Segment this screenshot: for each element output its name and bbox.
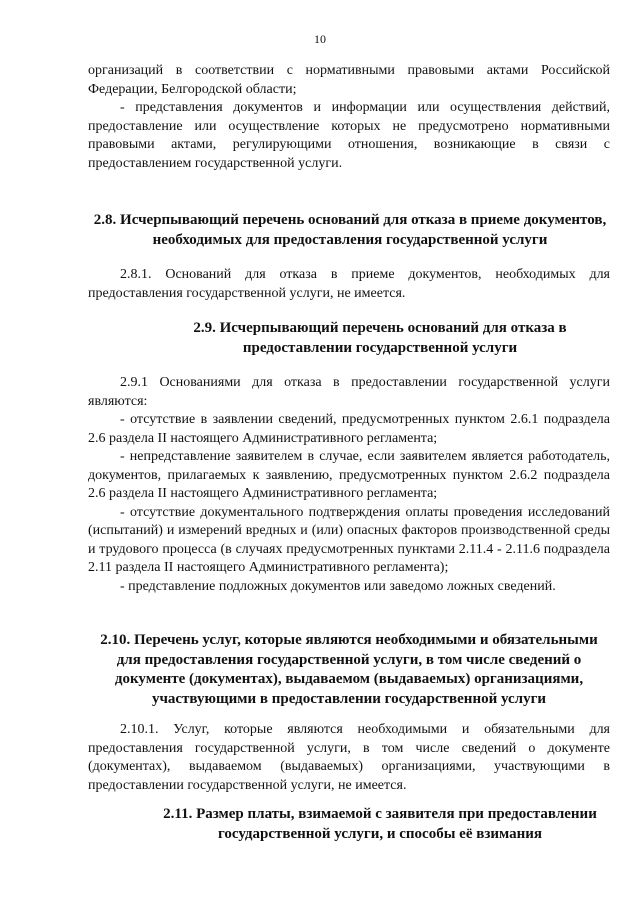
intro-line-1: организаций в соответствии с нормативными правовыми актами Российской [88, 63, 610, 78]
section-2-9-body [88, 374, 610, 596]
section-2-9-heading-line-2: предоставлении государственной услуги [242, 339, 518, 356]
section-2-10-paragraph: 2.10.1. Услуг, которые являются необходимыми и обязательными для предоставления государственной услуги, в том числе сведений о документе (документах), выдаваемом (выдаваемых) организациями, участвующими в предоставлении государственной услуги, не имеется. [88, 722, 610, 793]
section-2-9-heading-line-1: 2.9. Исчерпывающий перечень оснований для отказа в [193, 320, 567, 336]
section-2-10-heading-line: для предоставления государственной услуги, в том числе сведений о [116, 651, 582, 668]
section-2-8-heading-line-2: необходимых для предоставления государственной услуги [152, 231, 548, 248]
section-2-9-intro: 2.9.1 Основаниями для отказа в предоставлении государственной услуги являются: [88, 375, 610, 409]
section-2-8-heading [80, 211, 620, 250]
section-2-10-heading-line: участвующими в предоставлении государственной услуги [151, 690, 547, 707]
section-2-8-heading-line-1: 2.8. Исчерпывающий перечень оснований для отказа в приеме документов, [93, 212, 607, 228]
section-2-11-heading-line-1: 2.11. Размер платы, взимаемой с заявителя при предоставлении [163, 806, 597, 822]
section-2-10-heading [88, 631, 610, 709]
section-2-8-paragraph: 2.8.1. Оснований для отказа в приеме документов, необходимых для предоставления государственной услуги, не имеется. [88, 267, 610, 301]
section-2-11-heading-line-2: государственной услуги, и способы её взимания [217, 825, 543, 842]
page-number: 10 [314, 32, 326, 46]
intro-line-2: Федерации, Белгородской области; [88, 81, 297, 97]
list-item: - представление подложных документов или заведомо ложных сведений. [120, 578, 556, 594]
list-item: - отсутствие документального подтверждения оплаты проведения исследований (испытаний) и измерений вредных и (или) опасных факторов производственной среды и трудового процесса (в случаях предусмотренных пунктами 2.11.4 - 2.11.6 подраздела 2.11 раздела II настоящего Административного регламента); [88, 504, 610, 575]
intro-paragraph: - представления документов и информации или осуществления действий, предоставление или осуществление которых не предусмотрено нормативными правовыми актами, регулирующими отношения, возникающие в связи с предоставлением государственной услуги. [88, 100, 610, 171]
section-2-10-heading-line: документе (документах), выдаваемом (выдаваемых) организациями, [114, 671, 584, 687]
list-item: - отсутствие в заявлении сведений, предусмотренных пунктом 2.6.1 подраздела 2.6 раздела II настоящего Административного регламента; [88, 412, 610, 446]
section-2-11-heading [140, 805, 620, 844]
list-item: - непредставление заявителем в случае, если заявителем является работодатель, документов, прилагаемых к заявлению, предусмотренных пунктом 2.6.2 подраздела 2.6 раздела II настоящего Административного регламента; [88, 449, 610, 501]
section-2-8-paragraph-block [88, 266, 610, 303]
section-2-10-paragraph-block [88, 721, 610, 795]
intro-block [88, 62, 610, 173]
section-2-10-heading-line: 2.10. Перечень услуг, которые являются необходимыми и обязательными [100, 632, 598, 648]
section-2-9-heading [160, 319, 600, 358]
